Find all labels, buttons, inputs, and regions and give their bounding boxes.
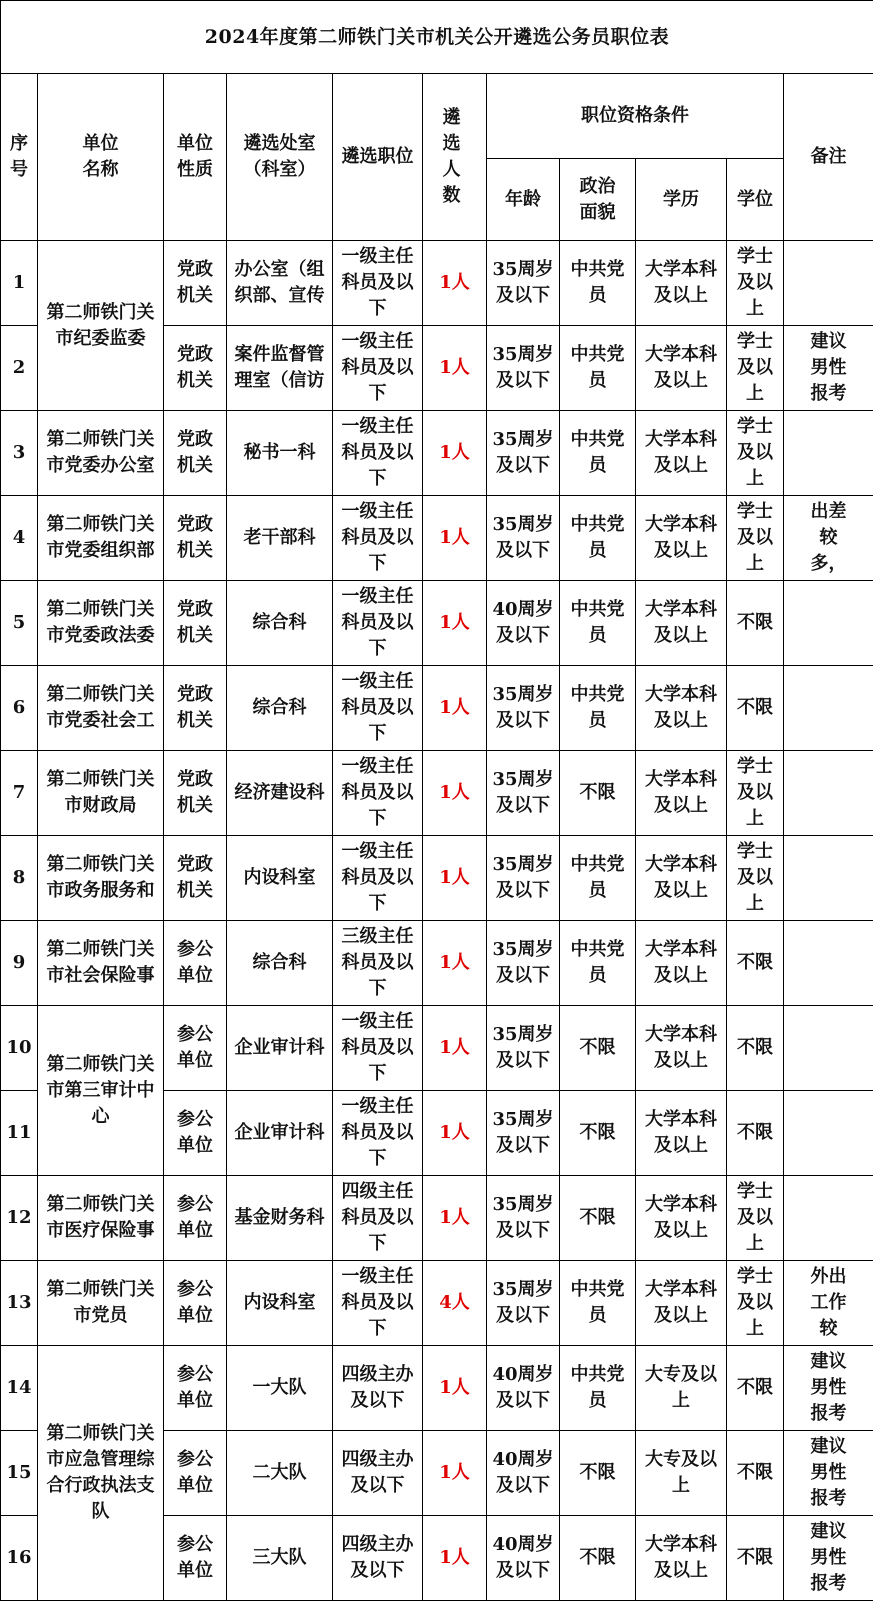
cell-remark: 建议男性报考 xyxy=(784,1346,873,1431)
cell-political: 不限 xyxy=(560,1516,636,1601)
header-qualifications: 职位资格条件 xyxy=(487,74,784,159)
cell-unit-name: 第二师铁门关市社会保险事 xyxy=(38,921,164,1006)
cell-unit-type: 参公单位 xyxy=(164,1091,227,1176)
cell-education: 大学本科及以上 xyxy=(636,411,727,496)
cell-unit-type: 参公单位 xyxy=(164,921,227,1006)
cell-education: 大学本科及以上 xyxy=(636,581,727,666)
cell-unit-name: 第二师铁门关市党委政法委 xyxy=(38,581,164,666)
cell-position: 一级主任科员及以下 xyxy=(333,1091,423,1176)
cell-remark: 外出工作较 xyxy=(784,1261,873,1346)
cell-dept: 内设科室 xyxy=(227,1261,333,1346)
cell-age: 35周岁及以下 xyxy=(487,326,560,411)
header-political: 政治面貌 xyxy=(560,159,636,241)
cell-remark xyxy=(784,411,873,496)
cell-position: 一级主任科员及以下 xyxy=(333,666,423,751)
cell-seq: 5 xyxy=(1,581,38,666)
cell-dept: 一大队 xyxy=(227,1346,333,1431)
cell-political: 不限 xyxy=(560,1091,636,1176)
cell-remark xyxy=(784,241,873,326)
header-unit-type: 单位性质 xyxy=(164,74,227,241)
cell-dept: 企业审计科 xyxy=(227,1091,333,1176)
cell-age: 35周岁及以下 xyxy=(487,1176,560,1261)
cell-dept: 内设科室 xyxy=(227,836,333,921)
table-row xyxy=(1,496,873,581)
cell-remark xyxy=(784,1006,873,1091)
cell-seq: 6 xyxy=(1,666,38,751)
cell-degree: 学士及以上 xyxy=(727,411,784,496)
cell-political: 不限 xyxy=(560,1176,636,1261)
header-count: 遴选人数 xyxy=(423,74,487,241)
cell-count: 1人 xyxy=(423,1346,487,1431)
cell-remark xyxy=(784,1091,873,1176)
cell-seq: 7 xyxy=(1,751,38,836)
cell-degree: 不限 xyxy=(727,581,784,666)
cell-count: 1人 xyxy=(423,581,487,666)
cell-remark xyxy=(784,751,873,836)
header-seq: 序号 xyxy=(1,74,38,241)
cell-count: 4人 xyxy=(423,1261,487,1346)
cell-remark xyxy=(784,921,873,1006)
cell-position: 四级主办及以下 xyxy=(333,1431,423,1516)
cell-age: 35周岁及以下 xyxy=(487,751,560,836)
cell-political: 中共党员 xyxy=(560,836,636,921)
cell-count: 1人 xyxy=(423,1431,487,1516)
cell-seq: 11 xyxy=(1,1091,38,1176)
header-position: 遴选职位 xyxy=(333,74,423,241)
cell-political: 中共党员 xyxy=(560,411,636,496)
cell-degree: 学士及以上 xyxy=(727,241,784,326)
cell-education: 大学本科及以上 xyxy=(636,1261,727,1346)
cell-seq: 4 xyxy=(1,496,38,581)
cell-unit-name: 第二师铁门关市党员 xyxy=(38,1261,164,1346)
cell-count: 1人 xyxy=(423,411,487,496)
cell-position: 四级主办及以下 xyxy=(333,1516,423,1601)
cell-count: 1人 xyxy=(423,1176,487,1261)
table-row xyxy=(1,836,873,921)
cell-seq: 1 xyxy=(1,241,38,326)
cell-political: 不限 xyxy=(560,1006,636,1091)
cell-count: 1人 xyxy=(423,666,487,751)
cell-unit-type: 党政机关 xyxy=(164,581,227,666)
cell-degree: 不限 xyxy=(727,1006,784,1091)
cell-position: 三级主任科员及以下 xyxy=(333,921,423,1006)
table-row xyxy=(1,751,873,836)
cell-dept: 综合科 xyxy=(227,921,333,1006)
table-row xyxy=(1,1261,873,1346)
cell-count: 1人 xyxy=(423,496,487,581)
cell-seq: 14 xyxy=(1,1346,38,1431)
cell-unit-name: 第二师铁门关市党委组织部 xyxy=(38,496,164,581)
cell-unit-type: 党政机关 xyxy=(164,241,227,326)
cell-unit-name: 第二师铁门关市党委社会工 xyxy=(38,666,164,751)
cell-unit-name: 第二师铁门关市第三审计中心 xyxy=(38,1006,164,1176)
cell-dept: 综合科 xyxy=(227,581,333,666)
cell-unit-type: 党政机关 xyxy=(164,496,227,581)
cell-unit-type: 参公单位 xyxy=(164,1261,227,1346)
cell-political: 不限 xyxy=(560,1431,636,1516)
cell-count: 1人 xyxy=(423,1091,487,1176)
cell-age: 35周岁及以下 xyxy=(487,1006,560,1091)
cell-degree: 学士及以上 xyxy=(727,496,784,581)
cell-age: 40周岁及以下 xyxy=(487,1516,560,1601)
cell-education: 大学本科及以上 xyxy=(636,836,727,921)
cell-position: 一级主任科员及以下 xyxy=(333,326,423,411)
cell-degree: 不限 xyxy=(727,921,784,1006)
cell-degree: 学士及以上 xyxy=(727,751,784,836)
cell-age: 40周岁及以下 xyxy=(487,1431,560,1516)
cell-political: 中共党员 xyxy=(560,1346,636,1431)
cell-unit-type: 参公单位 xyxy=(164,1431,227,1516)
table-row xyxy=(1,1006,873,1091)
cell-remark xyxy=(784,666,873,751)
cell-age: 40周岁及以下 xyxy=(487,1346,560,1431)
table-row xyxy=(1,1176,873,1261)
cell-political: 不限 xyxy=(560,751,636,836)
cell-education: 大学本科及以上 xyxy=(636,921,727,1006)
cell-age: 35周岁及以下 xyxy=(487,921,560,1006)
cell-age: 35周岁及以下 xyxy=(487,241,560,326)
cell-dept: 二大队 xyxy=(227,1431,333,1516)
cell-unit-name: 第二师铁门关市纪委监委 xyxy=(38,241,164,411)
cell-degree: 不限 xyxy=(727,666,784,751)
cell-unit-type: 参公单位 xyxy=(164,1006,227,1091)
cell-unit-type: 党政机关 xyxy=(164,411,227,496)
cell-political: 中共党员 xyxy=(560,326,636,411)
cell-age: 35周岁及以下 xyxy=(487,1091,560,1176)
header-unit-name: 单位名称 xyxy=(38,74,164,241)
cell-position: 一级主任科员及以下 xyxy=(333,496,423,581)
table-row xyxy=(1,581,873,666)
cell-seq: 12 xyxy=(1,1176,38,1261)
cell-dept: 基金财务科 xyxy=(227,1176,333,1261)
cell-remark xyxy=(784,836,873,921)
cell-seq: 16 xyxy=(1,1516,38,1601)
table-row xyxy=(1,666,873,751)
cell-age: 35周岁及以下 xyxy=(487,1261,560,1346)
cell-age: 35周岁及以下 xyxy=(487,666,560,751)
header-age: 年龄 xyxy=(487,159,560,241)
cell-age: 35周岁及以下 xyxy=(487,411,560,496)
cell-remark xyxy=(784,1176,873,1261)
cell-education: 大学本科及以上 xyxy=(636,1006,727,1091)
cell-degree: 不限 xyxy=(727,1346,784,1431)
cell-position: 一级主任科员及以下 xyxy=(333,241,423,326)
cell-remark: 建议男性报考 xyxy=(784,326,873,411)
cell-unit-type: 党政机关 xyxy=(164,666,227,751)
cell-degree: 学士及以上 xyxy=(727,326,784,411)
cell-position: 一级主任科员及以下 xyxy=(333,751,423,836)
header-remark: 备注 xyxy=(784,74,873,241)
cell-dept: 企业审计科 xyxy=(227,1006,333,1091)
table-row xyxy=(1,411,873,496)
cell-political: 中共党员 xyxy=(560,921,636,1006)
cell-unit-name: 第二师铁门关市政务服务和 xyxy=(38,836,164,921)
cell-dept: 老干部科 xyxy=(227,496,333,581)
cell-education: 大专及以上 xyxy=(636,1346,727,1431)
cell-count: 1人 xyxy=(423,836,487,921)
cell-degree: 不限 xyxy=(727,1516,784,1601)
cell-count: 1人 xyxy=(423,751,487,836)
cell-unit-name: 第二师铁门关市医疗保险事 xyxy=(38,1176,164,1261)
cell-count: 1人 xyxy=(423,921,487,1006)
cell-dept: 综合科 xyxy=(227,666,333,751)
cell-degree: 学士及以上 xyxy=(727,836,784,921)
cell-education: 大专及以上 xyxy=(636,1431,727,1516)
cell-unit-name: 第二师铁门关市财政局 xyxy=(38,751,164,836)
cell-seq: 9 xyxy=(1,921,38,1006)
cell-seq: 15 xyxy=(1,1431,38,1516)
cell-age: 40周岁及以下 xyxy=(487,581,560,666)
cell-degree: 学士及以上 xyxy=(727,1176,784,1261)
cell-education: 大学本科及以上 xyxy=(636,666,727,751)
cell-dept: 办公室（组织部、宣传 xyxy=(227,241,333,326)
cell-unit-type: 参公单位 xyxy=(164,1176,227,1261)
cell-unit-name: 第二师铁门关市党委办公室 xyxy=(38,411,164,496)
cell-unit-type: 党政机关 xyxy=(164,326,227,411)
cell-political: 中共党员 xyxy=(560,1261,636,1346)
cell-remark: 建议男性报考 xyxy=(784,1516,873,1601)
cell-count: 1人 xyxy=(423,326,487,411)
cell-education: 大学本科及以上 xyxy=(636,1176,727,1261)
cell-unit-type: 党政机关 xyxy=(164,751,227,836)
cell-position: 一级主任科员及以下 xyxy=(333,1261,423,1346)
cell-unit-type: 参公单位 xyxy=(164,1516,227,1601)
header-degree: 学位 xyxy=(727,159,784,241)
cell-degree: 不限 xyxy=(727,1091,784,1176)
cell-degree: 学士及以上 xyxy=(727,1261,784,1346)
table-row xyxy=(1,921,873,1006)
cell-political: 中共党员 xyxy=(560,496,636,581)
table-row xyxy=(1,241,873,326)
cell-remark: 建议男性报考 xyxy=(784,1431,873,1516)
header-dept: 遴选处室（科室） xyxy=(227,74,333,241)
cell-age: 35周岁及以下 xyxy=(487,496,560,581)
cell-remark: 出差较多， xyxy=(784,496,873,581)
cell-education: 大学本科及以上 xyxy=(636,751,727,836)
cell-unit-name: 第二师铁门关市应急管理综合行政执法支队 xyxy=(38,1346,164,1601)
cell-seq: 10 xyxy=(1,1006,38,1091)
cell-position: 一级主任科员及以下 xyxy=(333,581,423,666)
cell-education: 大学本科及以上 xyxy=(636,326,727,411)
cell-unit-type: 参公单位 xyxy=(164,1346,227,1431)
cell-seq: 3 xyxy=(1,411,38,496)
cell-education: 大学本科及以上 xyxy=(636,1091,727,1176)
cell-count: 1人 xyxy=(423,1006,487,1091)
cell-dept: 三大队 xyxy=(227,1516,333,1601)
cell-age: 35周岁及以下 xyxy=(487,836,560,921)
cell-seq: 2 xyxy=(1,326,38,411)
cell-political: 中共党员 xyxy=(560,241,636,326)
cell-dept: 案件监督管理室（信访 xyxy=(227,326,333,411)
cell-count: 1人 xyxy=(423,241,487,326)
cell-count: 1人 xyxy=(423,1516,487,1601)
cell-remark xyxy=(784,581,873,666)
cell-political: 中共党员 xyxy=(560,666,636,751)
cell-education: 大学本科及以上 xyxy=(636,1516,727,1601)
cell-position: 一级主任科员及以下 xyxy=(333,836,423,921)
cell-seq: 13 xyxy=(1,1261,38,1346)
table-row xyxy=(1,1346,873,1431)
cell-education: 大学本科及以上 xyxy=(636,496,727,581)
cell-dept: 经济建设科 xyxy=(227,751,333,836)
cell-seq: 8 xyxy=(1,836,38,921)
table-title: 2024年度第二师铁门关市机关公开遴选公务员职位表 xyxy=(1,1,873,74)
cell-unit-type: 党政机关 xyxy=(164,836,227,921)
cell-position: 四级主办及以下 xyxy=(333,1346,423,1431)
cell-degree: 不限 xyxy=(727,1431,784,1516)
cell-dept: 秘书一科 xyxy=(227,411,333,496)
cell-political: 中共党员 xyxy=(560,581,636,666)
header-education: 学历 xyxy=(636,159,727,241)
cell-education: 大学本科及以上 xyxy=(636,241,727,326)
cell-position: 一级主任科员及以下 xyxy=(333,411,423,496)
cell-position: 一级主任科员及以下 xyxy=(333,1006,423,1091)
cell-position: 四级主任科员及以下 xyxy=(333,1176,423,1261)
